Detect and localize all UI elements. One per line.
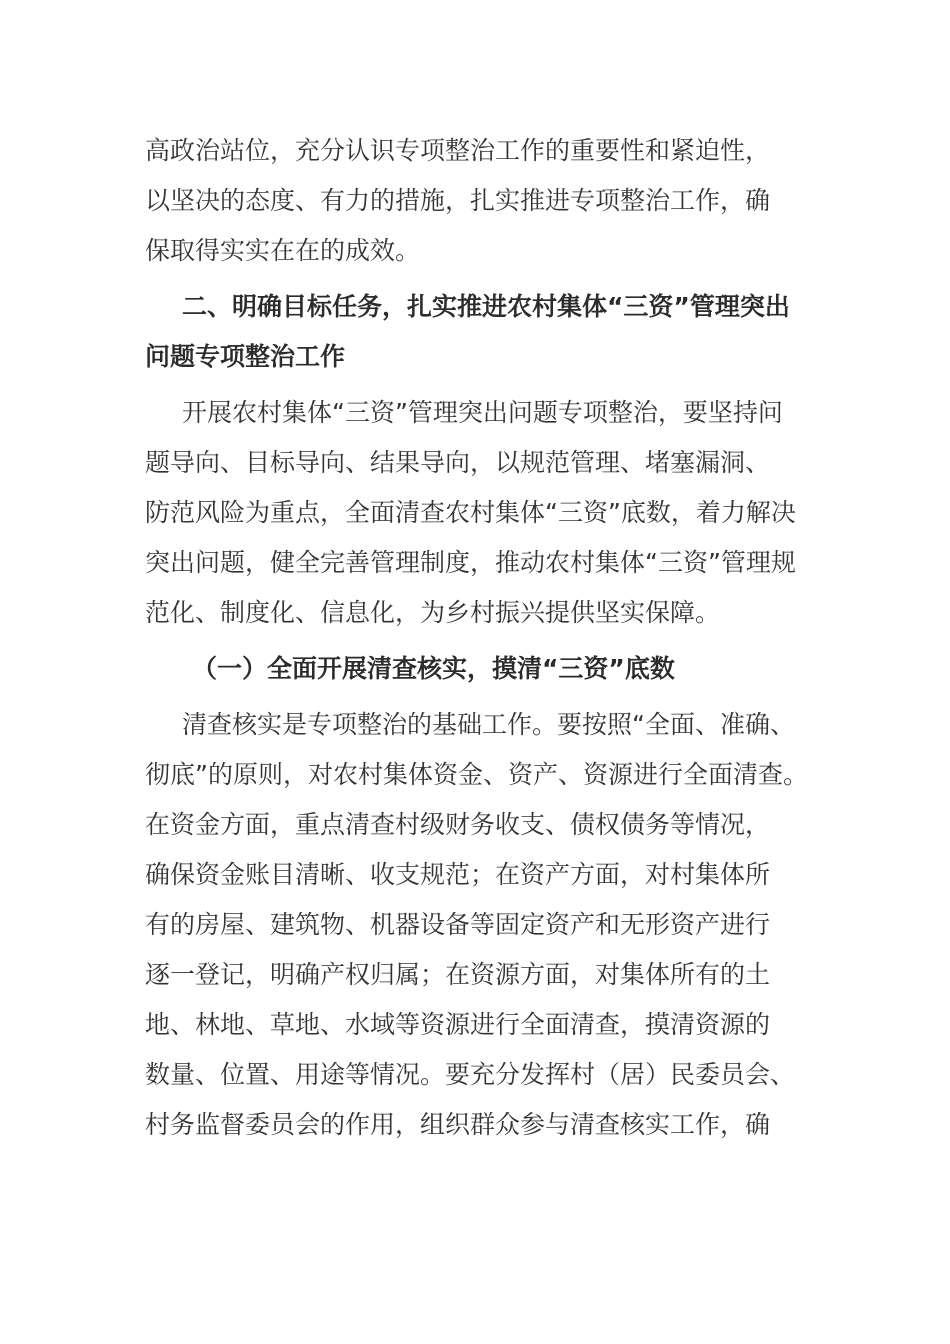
subsection-heading bbox=[145, 644, 825, 694]
paragraph-continuation bbox=[145, 126, 825, 276]
paragraph-line: 村务监督委员会的作用，组织群众参与清查核实工作，确 bbox=[145, 1110, 771, 1139]
section-paragraph bbox=[145, 388, 825, 638]
document-page bbox=[145, 126, 825, 1150]
paragraph-line: 清查核实是专项整治的基础工作。要按照“全面、准确、 bbox=[182, 710, 795, 739]
paragraph-line: 题导向、目标导向、结果导向，以规范管理、堵塞漏洞、 bbox=[145, 448, 771, 477]
paragraph-line: 在资金方面，重点清查村级财务收支、债权债务等情况， bbox=[145, 810, 771, 839]
section-heading bbox=[145, 282, 825, 382]
paragraph-line: 有的房屋、建筑物、机器设备等固定资产和无形资产进行 bbox=[145, 910, 771, 939]
subsection-paragraph bbox=[145, 700, 825, 1150]
paragraph-line: 高政治站位，充分认识专项整治工作的重要性和紧迫性， bbox=[145, 136, 771, 165]
paragraph-line: 防范风险为重点，全面清查农村集体“三资”底数，着力解决 bbox=[145, 498, 796, 527]
section-heading-line: 问题专项整治工作 bbox=[145, 342, 346, 371]
paragraph-line: 范化、制度化、信息化，为乡村振兴提供坚实保障。 bbox=[145, 598, 721, 627]
paragraph-line: 彻底”的原则，对农村集体资金、资产、资源进行全面清查。 bbox=[145, 760, 808, 789]
paragraph-line: 突出问题，健全完善管理制度，推动农村集体“三资”管理规 bbox=[145, 548, 796, 577]
paragraph-line: 数量、位置、用途等情况。要充分发挥村（居）民委员会、 bbox=[145, 1060, 796, 1089]
paragraph-line: 逐一登记，明确产权归属；在资源方面，对集体所有的土 bbox=[145, 960, 771, 989]
paragraph-line: 以坚决的态度、有力的措施，扎实推进专项整治工作，确 bbox=[145, 186, 771, 215]
paragraph-line: 开展农村集体“三资”管理突出问题专项整治，要坚持问 bbox=[182, 398, 783, 427]
paragraph-line: 地、林地、草地、水域等资源进行全面清查，摸清资源的 bbox=[145, 1010, 771, 1039]
paragraph-line: 确保资金账目清晰、收支规范；在资产方面，对村集体所 bbox=[145, 860, 771, 889]
subsection-heading-line: （一）全面开展清查核实，摸清“三资”底数 bbox=[192, 654, 675, 683]
paragraph-line: 保取得实实在在的成效。 bbox=[145, 236, 421, 265]
section-heading-line: 二、明确目标任务，扎实推进农村集体“三资”管理突出 bbox=[182, 292, 790, 321]
